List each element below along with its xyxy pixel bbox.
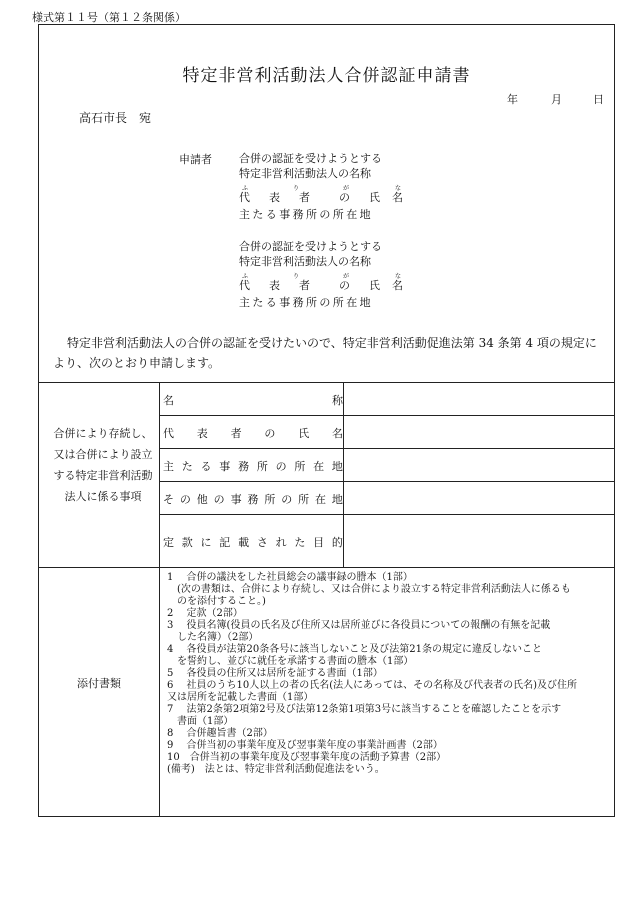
attachment-item: 6 社員のうち10人以上の者の氏名(法人にあっては、その名称及び代表者の氏名)及び住所 [167, 680, 577, 691]
applicant-block-2 [239, 239, 403, 310]
field-char: 所 [298, 493, 310, 506]
divider [39, 567, 614, 568]
merged-corp-section-label: 合併により存続し、又は合併により設立する特定非営利活動法人に係る事項 [53, 427, 153, 503]
field-char: 事 [219, 460, 231, 473]
attachment-item: 3 役員名簿(役員の氏名及び住所又は居所並びに各役員についての報酬の有無を記載 [167, 620, 551, 631]
attachment-item: (備考) 法とは、特定非営利活動促進法をいう。 [167, 764, 385, 775]
field-char: そ [163, 493, 174, 506]
corp-name-label-line2: 特定非営利活動法人の名称 [239, 255, 371, 268]
field-char: 事 [230, 493, 242, 506]
form-number: 様式第１１号（第１２条関係） [32, 11, 186, 24]
field-label-other-office [163, 491, 343, 507]
attachment-item: 4 各役員が法第20条各号に該当しないこと及び法第21条の規定に違反しないこと [167, 644, 542, 655]
field-char: 地 [331, 493, 343, 506]
field-char: 在 [315, 493, 327, 506]
field-char: 名 [163, 394, 174, 407]
rep-char: 名 [392, 191, 403, 204]
attachment-item: 書面（1部） [167, 716, 234, 727]
field-char: 務 [238, 460, 250, 473]
representative-name-label [239, 181, 403, 207]
rep-char: 氏 [369, 191, 380, 204]
field-char: 在 [313, 460, 325, 473]
corp-name-label-line1: 合併の認証を受けようとする [239, 240, 382, 253]
ruby-char: ふ [242, 273, 249, 280]
field-char: 目 [313, 536, 325, 549]
attachment-item: 2 定款（2部） [167, 608, 243, 619]
attachments-label: 添付書類 [77, 677, 121, 690]
divider [39, 382, 614, 383]
rep-char: 名 [392, 279, 403, 292]
attachments-list [167, 572, 611, 776]
attachment-item: 8 合併趣旨書（2部） [167, 728, 273, 739]
field-char: 地 [331, 460, 343, 473]
date-month: 月 [551, 93, 562, 106]
field-char: 定 [163, 536, 174, 549]
divider [159, 448, 614, 449]
field-char: さ [256, 536, 268, 549]
field-label-representative [163, 425, 343, 441]
attachment-item: 1 合併の議決をした社員総会の議事録の謄本（1部） [167, 572, 413, 583]
attachment-item: (次の書類は、合併により存続し、又は合併により設立する特定非営利活動法人に係るも [167, 584, 571, 595]
field-char: 表 [196, 427, 208, 440]
attachment-item: 5 各役員の住所又は居所を証する書面（1部） [167, 668, 383, 679]
rep-char: 代 [239, 279, 250, 292]
declaration-text: 特定非営利活動法人の合併の認証を受けたいので、特定非営利活動促進法第 34 条第 4 項の規定により、次のとおり申請します。 [53, 336, 597, 370]
attachment-item: を誓約し、並びに就任を承諾する書面の謄本（1部） [167, 656, 414, 667]
field-char: 務 [247, 493, 259, 506]
office-address-label: 主たる事務所の所在地 [239, 208, 373, 221]
attachment-item: 7 法第2条第2項第2号及び法第12条第1項第3号に該当することを確認したことを示す [167, 704, 562, 715]
divider [343, 382, 344, 567]
rep-char: の [339, 191, 350, 204]
field-label-main-office [163, 458, 343, 474]
ruby-char: が [343, 273, 350, 280]
field-char: 載 [238, 536, 250, 549]
field-label-purpose [163, 534, 343, 550]
field-char: の [213, 493, 225, 506]
field-char: 名 [331, 427, 343, 440]
field-char: の [264, 427, 276, 440]
field-char: た [181, 460, 193, 473]
field-char: る [200, 460, 212, 473]
divider [159, 415, 614, 416]
field-char: 者 [230, 427, 242, 440]
ruby-char: り [293, 273, 300, 280]
field-char: 所 [294, 460, 306, 473]
rep-char: 表 [269, 279, 280, 292]
field-char: 主 [163, 460, 174, 473]
field-char: の [281, 493, 293, 506]
applicant-label: 申請者 [179, 153, 212, 166]
field-char: 所 [256, 460, 268, 473]
attachment-item: した名簿）（2部） [167, 632, 259, 643]
field-char: 款 [181, 536, 193, 549]
field-char: 他 [196, 493, 208, 506]
field-char: 記 [219, 536, 231, 549]
divider [159, 514, 614, 515]
ruby-char: な [395, 185, 402, 192]
form-title: 特定非営利活動法人合併認証申請書 [182, 66, 471, 86]
field-char: の [179, 493, 191, 506]
applicant-block-1 [239, 151, 403, 222]
rep-char: の [339, 279, 350, 292]
corp-name-label-line2: 特定非営利活動法人の名称 [239, 167, 371, 180]
field-char: に [200, 536, 212, 549]
ruby-char: な [395, 273, 402, 280]
rep-char: 者 [299, 191, 310, 204]
date-day: 日 [593, 93, 604, 106]
field-char: の [275, 460, 287, 473]
rep-char: 表 [269, 191, 280, 204]
ruby-char: り [293, 185, 300, 192]
field-char: 氏 [298, 427, 310, 440]
divider [159, 481, 614, 482]
field-char: 代 [163, 427, 174, 440]
rep-char: 氏 [369, 279, 380, 292]
field-char: れ [275, 536, 287, 549]
attachment-item: のを添付すること。) [167, 596, 266, 607]
office-address-label: 主たる事務所の所在地 [239, 296, 373, 309]
field-char: た [294, 536, 306, 549]
field-char: 的 [331, 536, 343, 549]
attachment-item: 10 合併当初の事業年度及び翌事業年度の活動予算書（2部） [167, 752, 447, 763]
field-char: 所 [264, 493, 276, 506]
field-label-name [163, 392, 343, 408]
representative-name-label [239, 269, 403, 295]
date-year: 年 [507, 93, 518, 106]
form-frame [38, 24, 615, 817]
addressee: 高石市長 宛 [79, 111, 152, 125]
ruby-char: ふ [242, 185, 249, 192]
ruby-char: が [343, 185, 350, 192]
attachment-item: 9 合併当初の事業年度及び翌事業年度の事業計画書（2部） [167, 740, 443, 751]
rep-char: 代 [239, 191, 250, 204]
corp-name-label-line1: 合併の認証を受けようとする [239, 152, 382, 165]
attachment-item: 又は居所を記載した書面（1部） [167, 692, 314, 703]
rep-char: 者 [299, 279, 310, 292]
field-char: 称 [332, 394, 343, 407]
